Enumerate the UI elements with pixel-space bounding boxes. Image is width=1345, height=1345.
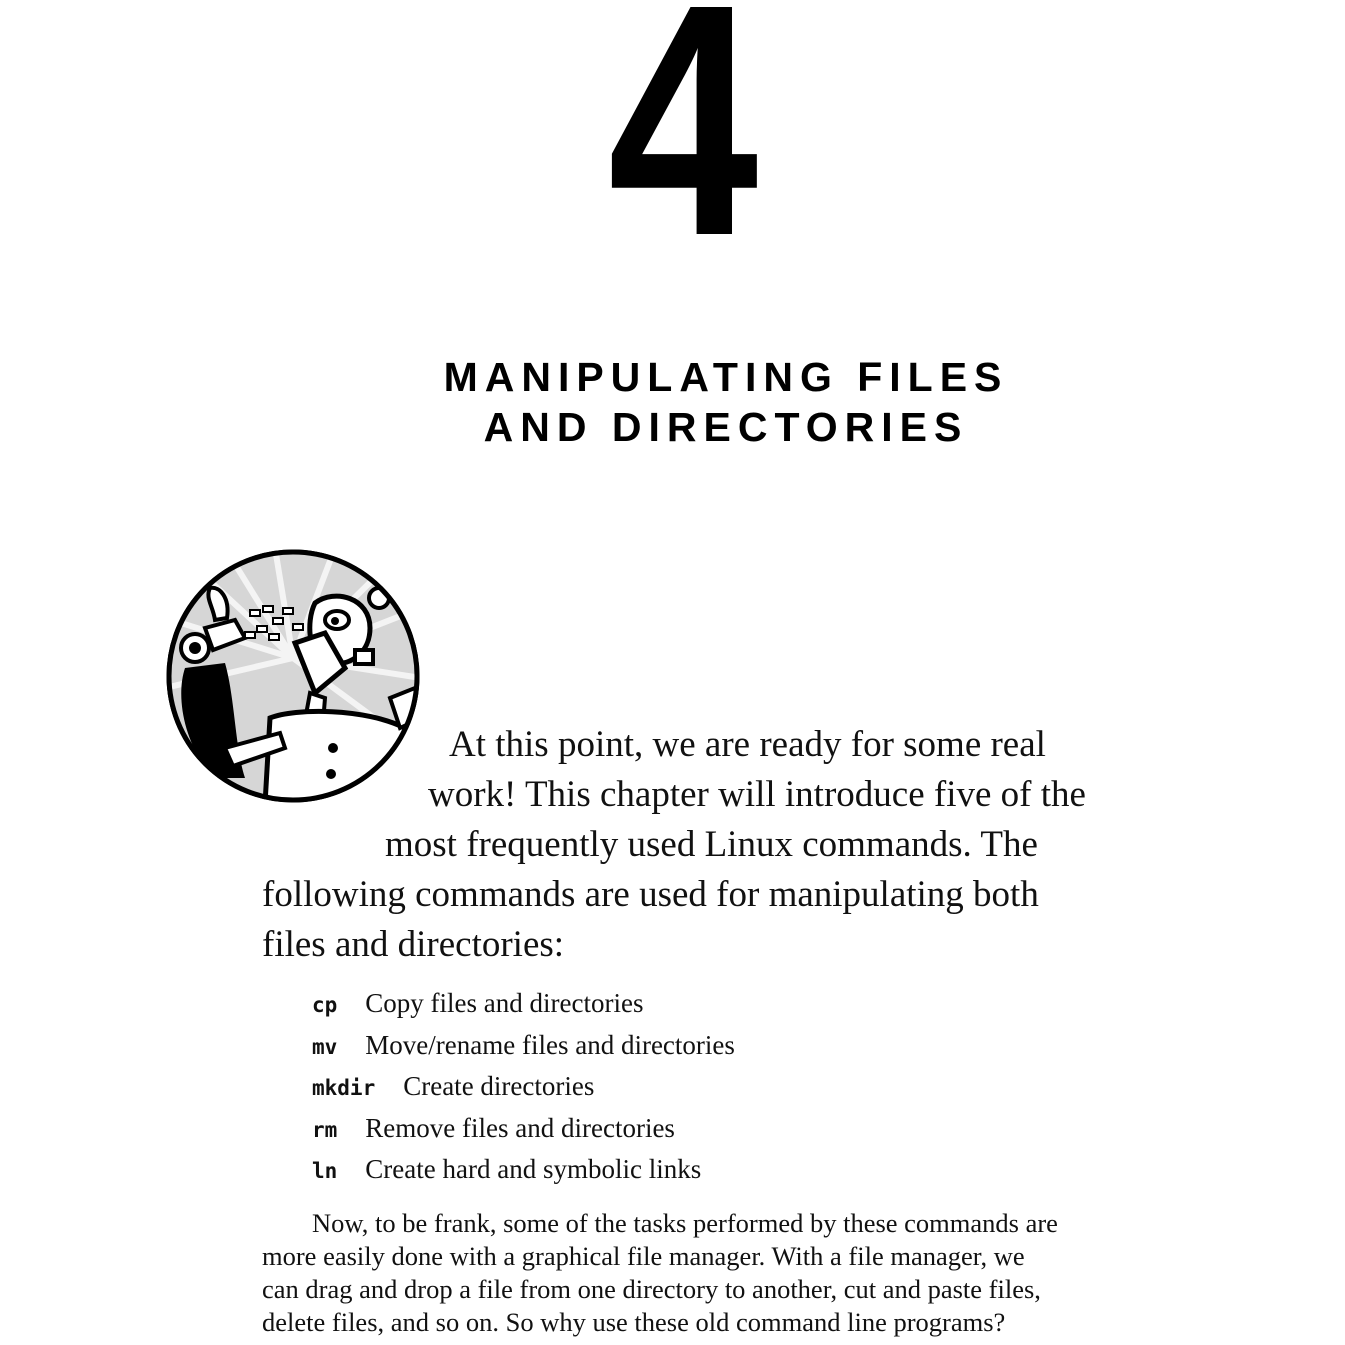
- command-item: [312, 988, 735, 1030]
- intro-line: following commands are used for manipulating both: [262, 874, 1039, 915]
- command-name: mv: [312, 1034, 338, 1059]
- body-line: delete files, and so on. So why use these old command line programs?: [262, 1307, 1006, 1337]
- chapter-title-line: AND DIRECTORIES: [483, 404, 969, 450]
- chapter-title: [0, 352, 1345, 452]
- body-paragraph: [262, 1207, 1192, 1339]
- body-line: Now, to be frank, some of the tasks performed by these commands are: [312, 1208, 1058, 1238]
- command-description: Create hard and symbolic links: [365, 1154, 702, 1185]
- command-description: Remove files and directories: [365, 1112, 675, 1143]
- robot-illustration-icon: [165, 548, 421, 804]
- command-description: Copy files and directories: [365, 988, 644, 1018]
- command-item: [312, 1071, 735, 1113]
- chapter-title-line: MANIPULATING FILES: [443, 354, 1009, 400]
- command-name: mkdir: [312, 1076, 376, 1101]
- intro-line: files and directories:: [262, 924, 565, 965]
- command-description: Create directories: [403, 1071, 595, 1102]
- command-item: [312, 1030, 735, 1072]
- body-line: can drag and drop a file from one directory to another, cut and paste files,: [262, 1274, 1041, 1304]
- body-line: more easily done with a graphical file manager. With a file manager, we: [262, 1241, 1025, 1271]
- command-item: [312, 1113, 735, 1155]
- command-name: rm: [312, 1117, 338, 1142]
- command-name: ln: [312, 1159, 338, 1184]
- intro-line: At this point, we are ready for some real: [449, 724, 1046, 765]
- command-list: [312, 988, 735, 1196]
- intro-line: most frequently used Linux commands. The: [385, 824, 1038, 865]
- command-description: Move/rename files and directories: [365, 1029, 735, 1060]
- command-name: cp: [312, 993, 338, 1017]
- command-item: [312, 1154, 735, 1196]
- chapter-number: 4: [607, 0, 756, 304]
- intro-line: work! This chapter will introduce five of the: [428, 774, 1086, 815]
